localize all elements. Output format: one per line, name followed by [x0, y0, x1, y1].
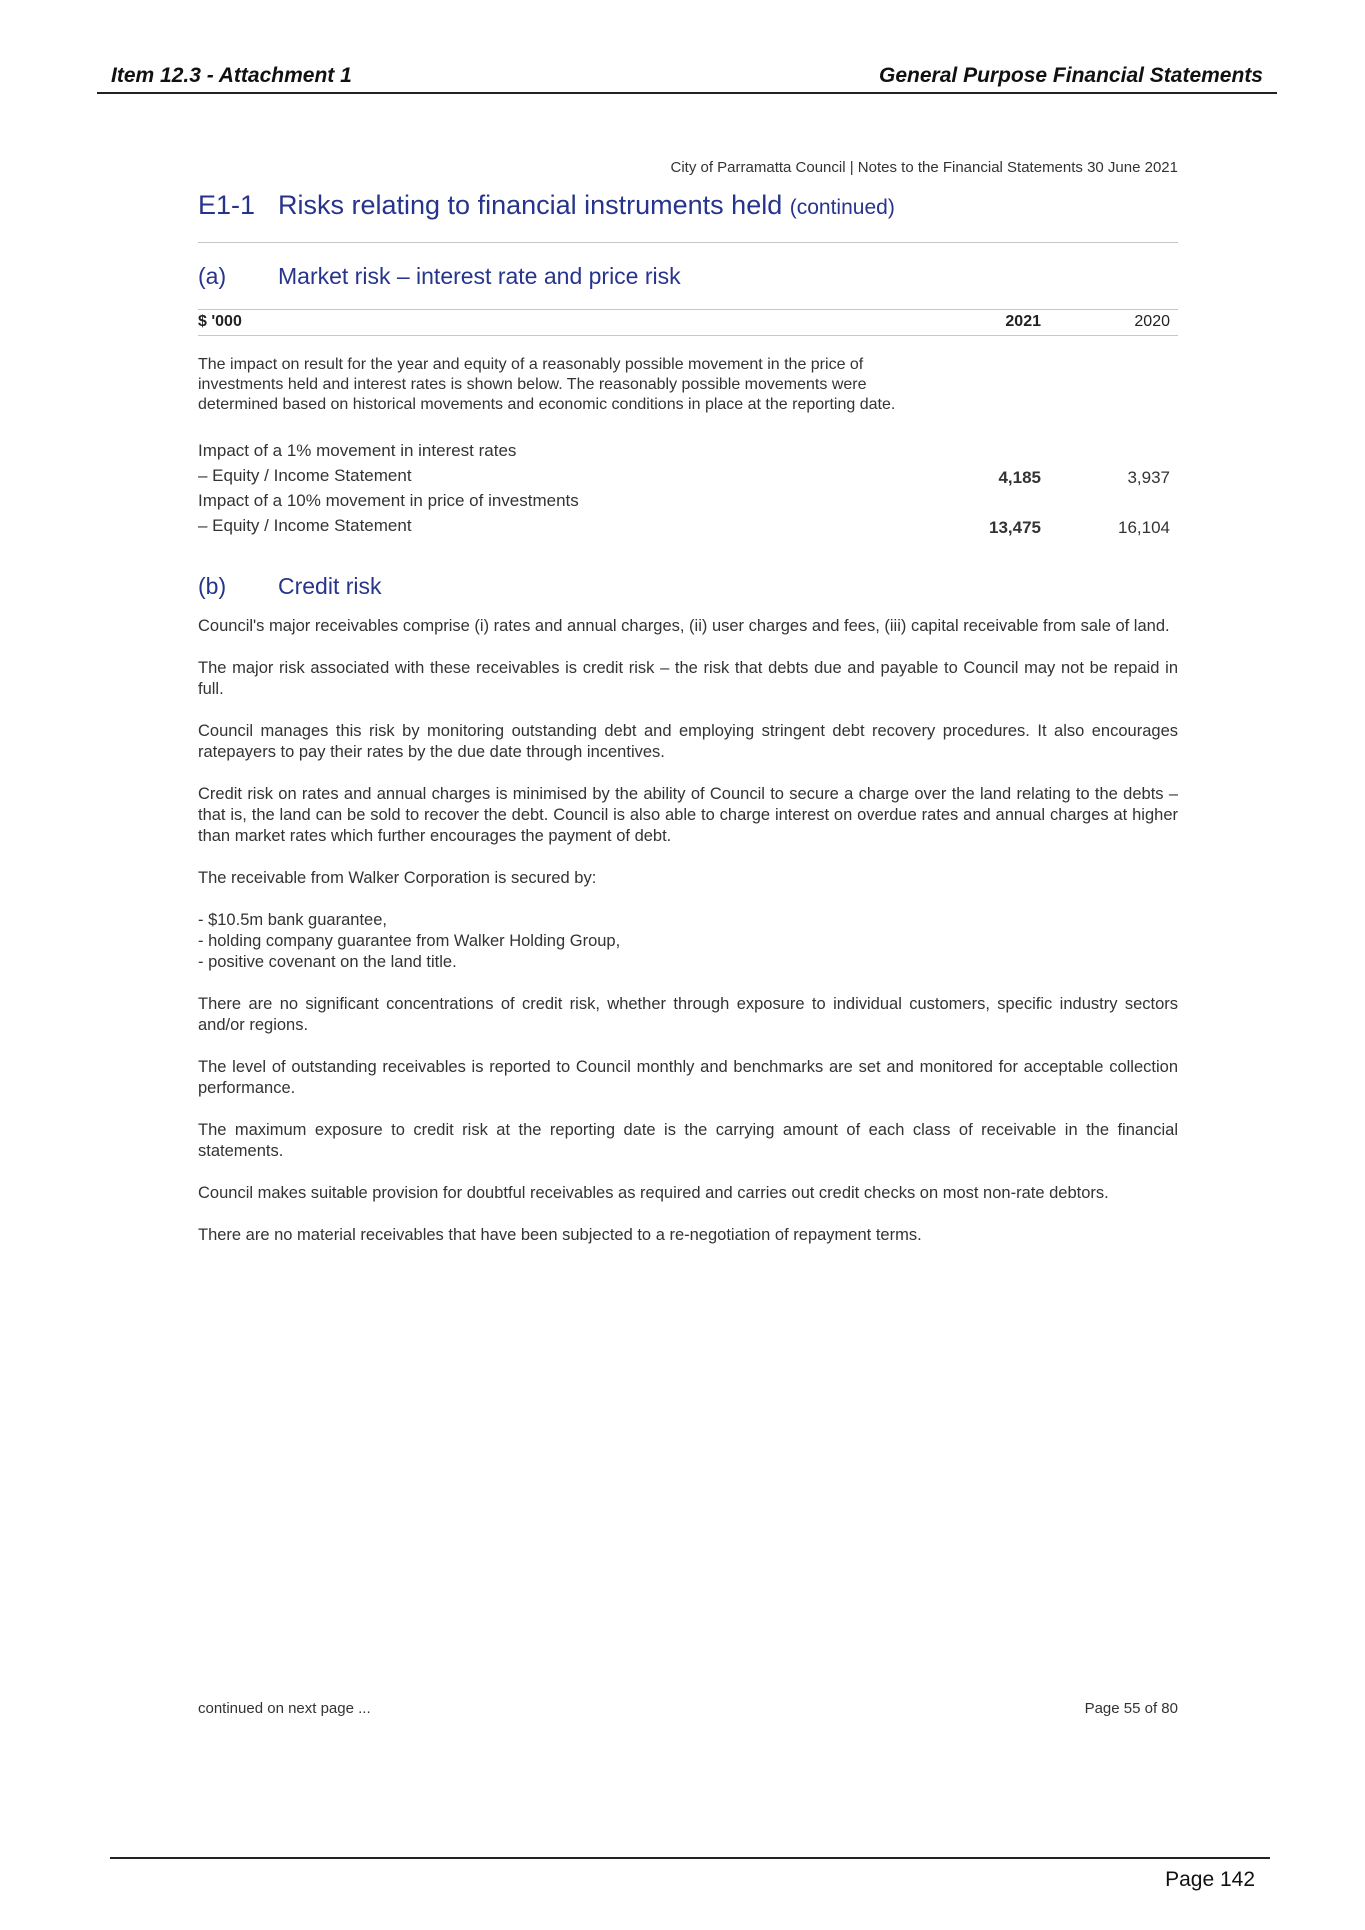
paragraph: There are no significant concentrations of credit risk, whether through exposure to individual customers, specific industry sectors and/or regions. — [198, 995, 1178, 1034]
paragraph: The receivable from Walker Corporation is secured by: — [198, 869, 597, 887]
paragraph: The maximum exposure to credit risk at the reporting date is the carrying amount of each class of receivable in the financial statements. — [198, 1121, 1178, 1160]
page-number: Page 142 — [1165, 1868, 1255, 1891]
subsection-a-heading — [198, 263, 1178, 310]
list-item: - holding company guarantee from Walker Holding Group, — [198, 932, 621, 950]
paragraph: Council manages this risk by monitoring outstanding debt and employing stringent debt recovery procedures. It also encourages ratepayers to pay their rates by the due date through incentives. — [198, 722, 1178, 761]
table-row — [198, 516, 1178, 538]
header-attachment-label: Item 12.3 - Attachment 1 — [111, 64, 352, 87]
inner-page-number: Page 55 of 80 — [1084, 1700, 1178, 1717]
subsection-a-title: Market risk – interest rate and price risk — [278, 263, 681, 289]
table-unit: $ '000 — [198, 313, 242, 330]
paragraph: Council's major receivables comprise (i) rates and annual charges, (ii) user charges and fees, (iii) capital receivable from sale of land. — [198, 617, 1170, 635]
table-row — [198, 441, 1178, 463]
row-value-current: 4,185 — [998, 468, 1041, 487]
section-continued: (continued) — [789, 196, 895, 219]
table-row — [198, 491, 1178, 513]
table-row — [198, 466, 1178, 488]
page-header — [97, 62, 1277, 94]
subsection-b-heading — [198, 573, 1178, 603]
subsection-b-title: Credit risk — [278, 573, 382, 599]
footer-divider — [110, 1857, 1270, 1859]
table-year-current: 2021 — [1005, 313, 1041, 330]
subsection-a-label: (a) — [198, 263, 227, 289]
subsection-b-label: (b) — [198, 573, 227, 599]
row-label: – Equity / Income Statement — [198, 516, 412, 535]
row-value-current: 13,475 — [989, 518, 1041, 537]
table-header — [198, 313, 1178, 336]
row-value-prior: 16,104 — [1118, 518, 1170, 537]
list-item: - positive covenant on the land title. — [198, 953, 457, 971]
section-number: E1-1 — [198, 190, 256, 220]
header-document-title: General Purpose Financial Statements — [879, 64, 1263, 87]
table-intro-text: The impact on result for the year and equity of a reasonably possible movement in the price of investments held and interest rates is shown below. The reasonably possible movements were determined based on historical movements and economic conditions in place at the reporting date. — [198, 356, 896, 413]
row-label: Impact of a 1% movement in interest rates — [198, 441, 517, 460]
row-label: – Equity / Income Statement — [198, 466, 412, 485]
paragraph: Credit risk on rates and annual charges is minimised by the ability of Council to secure a charge over the land relating to the debts – that is, the land can be sold to recover the debt. Council is also able to charge interest on overdue rates and annual charges at higher than market rates which further encourages the payment of debt. — [198, 785, 1178, 845]
paragraph: Council makes suitable provision for doubtful receivables as required and carries out credit checks on most non-rate debtors. — [198, 1184, 1109, 1202]
document-meta: City of Parramatta Council | Notes to the Financial Statements 30 June 2021 — [670, 159, 1178, 176]
paragraph: The level of outstanding receivables is reported to Council monthly and benchmarks are set and monitored for acceptable collection performance. — [198, 1058, 1178, 1097]
section-title-text: Risks relating to financial instruments held — [278, 190, 783, 220]
paragraph: The major risk associated with these receivables is credit risk – the risk that debts due and payable to Council may not be repaid in full. — [198, 659, 1178, 698]
list-item: - $10.5m bank guarantee, — [198, 911, 387, 929]
row-label: Impact of a 10% movement in price of investments — [198, 491, 579, 510]
security-list — [198, 910, 1178, 973]
credit-risk-body — [198, 616, 1178, 1267]
row-value-prior: 3,937 — [1127, 468, 1170, 487]
paragraph: There are no material receivables that have been subjected to a re-negotiation of repayment terms. — [198, 1226, 922, 1244]
section-title — [278, 190, 895, 221]
section-heading — [198, 190, 1178, 243]
continued-note: continued on next page ... — [198, 1700, 371, 1717]
table-year-prior: 2020 — [1134, 313, 1170, 330]
